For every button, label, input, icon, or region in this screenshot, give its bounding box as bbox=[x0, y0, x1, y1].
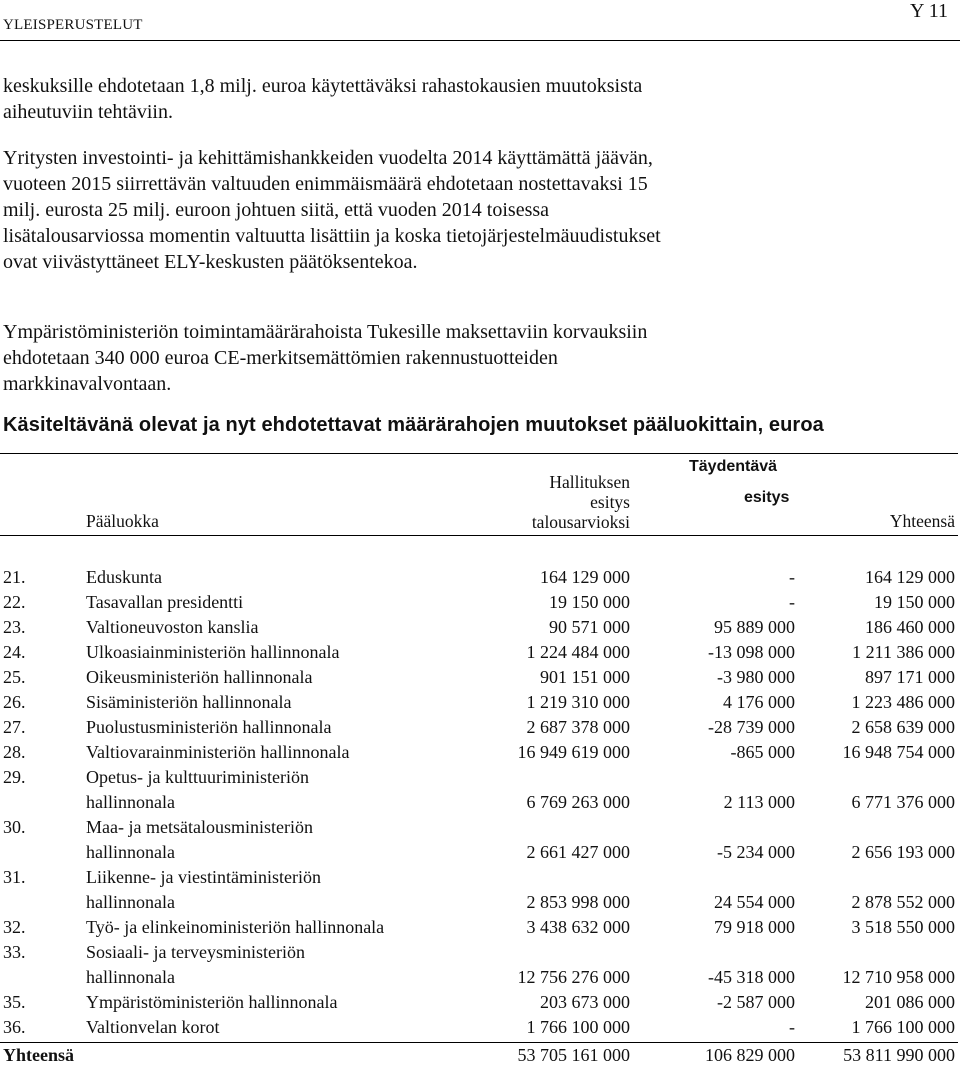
table-row bbox=[0, 590, 960, 615]
row-name: hallinnonala bbox=[86, 792, 175, 812]
row-supplementary: - bbox=[789, 592, 795, 612]
row-budget: 164 129 000 bbox=[540, 567, 630, 587]
table-title: Käsiteltävänä olevat ja nyt ehdotettavat määrärahojen muutokset pääluokittain, euroa bbox=[3, 414, 824, 436]
table-row bbox=[0, 715, 960, 740]
row-supplementary: 95 889 000 bbox=[714, 617, 795, 637]
row-total: 1 766 100 000 bbox=[851, 1017, 955, 1037]
row-number: 31. bbox=[3, 867, 26, 887]
row-supplementary: -2 587 000 bbox=[717, 992, 795, 1012]
paragraph-1: keskuksille ehdotetaan 1,8 milj. euroa käytettäväksi rahastokausien muutoksista aiheutuviin tehtäviin. bbox=[3, 75, 643, 123]
running-header-section: YLEISPERUSTELUT bbox=[3, 17, 143, 33]
row-budget: 90 571 000 bbox=[549, 617, 630, 637]
header-rule bbox=[0, 40, 960, 41]
row-supplementary: 4 176 000 bbox=[723, 692, 795, 712]
paragraph-3: Ympäristöministeriön toimintamäärärahoista Tukesille maksettaviin korvauksiin ehdotetaan 340 000 euroa CE-merkitsemättömien rakennustuotteiden markkinavalvontaan. bbox=[3, 321, 648, 395]
row-total: 6 771 376 000 bbox=[851, 792, 955, 812]
row-name: Oikeusministeriön hallinnonala bbox=[86, 667, 313, 687]
row-name: hallinnonala bbox=[86, 842, 175, 862]
row-number: 28. bbox=[3, 742, 26, 762]
row-number: 30. bbox=[3, 817, 26, 837]
row-number: 36. bbox=[3, 1017, 26, 1037]
row-supplementary: -5 234 000 bbox=[717, 842, 795, 862]
row-total: 2 878 552 000 bbox=[851, 892, 955, 912]
row-name: Tasavallan presidentti bbox=[86, 592, 244, 612]
column-header-hallituksen-line3: talousarvioksi bbox=[531, 512, 630, 532]
row-total: 201 086 000 bbox=[865, 992, 955, 1012]
paragraph-2: Yritysten investointi- ja kehittämishankkeiden vuodelta 2014 käyttämättä jäävän, vuoteen 2015 siirrettävän valtuuden enimmäismäärä ehdotetaan nostettavaksi 15 milj. eurosta 25 milj. euroon johtuen siitä, että vuoden 2014 toisessa lisätalousarviossa momentin valtuutta lisättiin ja koska tietojärjestelmäuudistukset ovat viivästyttäneet ELY-keskusten päätöksentekoa. bbox=[3, 147, 661, 273]
row-supplementary: -45 318 000 bbox=[708, 967, 795, 987]
row-number: 32. bbox=[3, 917, 26, 937]
table-row bbox=[0, 915, 960, 940]
row-name: Valtionvelan korot bbox=[86, 1017, 220, 1037]
page-number: Y 11 bbox=[910, 0, 948, 22]
row-name: Valtiovarainministeriön hallinnonala bbox=[86, 742, 350, 762]
table-row bbox=[0, 990, 960, 1015]
column-header-paaluokka: Pääluokka bbox=[86, 511, 159, 531]
total-budget: 53 705 161 000 bbox=[517, 1045, 630, 1065]
row-budget: 1 219 310 000 bbox=[526, 692, 630, 712]
row-number: 26. bbox=[3, 692, 26, 712]
row-name: Sisäministeriön hallinnonala bbox=[86, 692, 292, 712]
row-name: Ulkoasiainministeriön hallinnonala bbox=[86, 642, 340, 662]
row-number: 35. bbox=[3, 992, 26, 1012]
row-name: Työ- ja elinkeinoministeriön hallinnonala bbox=[86, 917, 385, 937]
row-supplementary: 2 113 000 bbox=[723, 792, 795, 812]
row-total: 2 656 193 000 bbox=[851, 842, 955, 862]
row-budget: 2 687 378 000 bbox=[526, 717, 630, 737]
row-number: 27. bbox=[3, 717, 26, 737]
table-row bbox=[0, 665, 960, 690]
row-total: 164 129 000 bbox=[865, 567, 955, 587]
table-row bbox=[0, 865, 960, 915]
row-total: 16 948 754 000 bbox=[842, 742, 955, 762]
table-row bbox=[0, 615, 960, 640]
column-header-taydentava-line1: Täydentävä bbox=[689, 458, 778, 475]
row-supplementary: 79 918 000 bbox=[714, 917, 795, 937]
row-budget: 16 949 619 000 bbox=[517, 742, 630, 762]
table-top-rule bbox=[0, 453, 958, 454]
row-number: 23. bbox=[3, 617, 26, 637]
row-total: 12 710 958 000 bbox=[842, 967, 955, 987]
row-number: 22. bbox=[3, 592, 26, 612]
row-number: 33. bbox=[3, 942, 26, 962]
row-budget: 6 769 263 000 bbox=[526, 792, 630, 812]
row-supplementary: - bbox=[789, 1017, 795, 1037]
row-total: 19 150 000 bbox=[874, 592, 955, 612]
table-row bbox=[0, 690, 960, 715]
column-header-taydentava-line2: esitys bbox=[744, 489, 790, 506]
total-label: Yhteensä bbox=[3, 1045, 74, 1065]
table-row bbox=[0, 740, 960, 765]
table-row bbox=[0, 640, 960, 665]
column-header-hallituksen-line2: esitys bbox=[590, 492, 630, 512]
row-budget: 3 438 632 000 bbox=[526, 917, 630, 937]
row-total: 1 211 386 000 bbox=[852, 642, 955, 662]
row-budget: 12 756 276 000 bbox=[517, 967, 630, 987]
table-row bbox=[0, 815, 960, 865]
row-number: 24. bbox=[3, 642, 26, 662]
row-name: Valtioneuvoston kanslia bbox=[86, 617, 259, 637]
row-name: Liikenne- ja viestintäministeriön bbox=[86, 867, 321, 887]
row-supplementary: -13 098 000 bbox=[708, 642, 795, 662]
row-number: 29. bbox=[3, 767, 26, 787]
row-total: 1 223 486 000 bbox=[851, 692, 955, 712]
row-budget: 2 661 427 000 bbox=[526, 842, 630, 862]
row-budget: 19 150 000 bbox=[549, 592, 630, 612]
row-name: Eduskunta bbox=[86, 567, 162, 587]
row-supplementary: -28 739 000 bbox=[708, 717, 795, 737]
row-name: Sosiaali- ja terveysministeriön bbox=[86, 942, 305, 962]
row-name: Maa- ja metsätalousministeriön bbox=[86, 817, 313, 837]
table-header-rule bbox=[0, 535, 958, 536]
row-name: Ympäristöministeriön hallinnonala bbox=[86, 992, 338, 1012]
row-total: 3 518 550 000 bbox=[851, 917, 955, 937]
total-sum: 53 811 990 000 bbox=[843, 1045, 955, 1065]
total-row bbox=[0, 1043, 960, 1069]
table-row bbox=[0, 940, 960, 990]
table-row bbox=[0, 1015, 960, 1040]
row-name: Opetus- ja kulttuuriministeriön bbox=[86, 767, 309, 787]
row-supplementary: -3 980 000 bbox=[717, 667, 795, 687]
row-budget: 2 853 998 000 bbox=[526, 892, 630, 912]
row-name: hallinnonala bbox=[86, 892, 175, 912]
row-name: Puolustusministeriön hallinnonala bbox=[86, 717, 332, 737]
row-number: 21. bbox=[3, 567, 26, 587]
row-name: hallinnonala bbox=[86, 967, 175, 987]
row-budget: 1 224 484 000 bbox=[526, 642, 630, 662]
row-budget: 1 766 100 000 bbox=[526, 1017, 630, 1037]
row-total: 2 658 639 000 bbox=[851, 717, 955, 737]
row-supplementary: -865 000 bbox=[730, 742, 795, 762]
row-number: 25. bbox=[3, 667, 26, 687]
row-budget: 901 151 000 bbox=[540, 667, 630, 687]
row-budget: 203 673 000 bbox=[540, 992, 630, 1012]
column-header-hallituksen-line1: Hallituksen bbox=[549, 472, 630, 492]
row-supplementary: 24 554 000 bbox=[714, 892, 795, 912]
row-total: 186 460 000 bbox=[865, 617, 955, 637]
row-total: 897 171 000 bbox=[865, 667, 955, 687]
column-header-yhteensa: Yhteensä bbox=[889, 511, 955, 531]
table-row bbox=[0, 765, 960, 815]
table-row bbox=[0, 565, 960, 590]
row-supplementary: - bbox=[789, 567, 795, 587]
total-supplementary: 106 829 000 bbox=[705, 1045, 795, 1065]
